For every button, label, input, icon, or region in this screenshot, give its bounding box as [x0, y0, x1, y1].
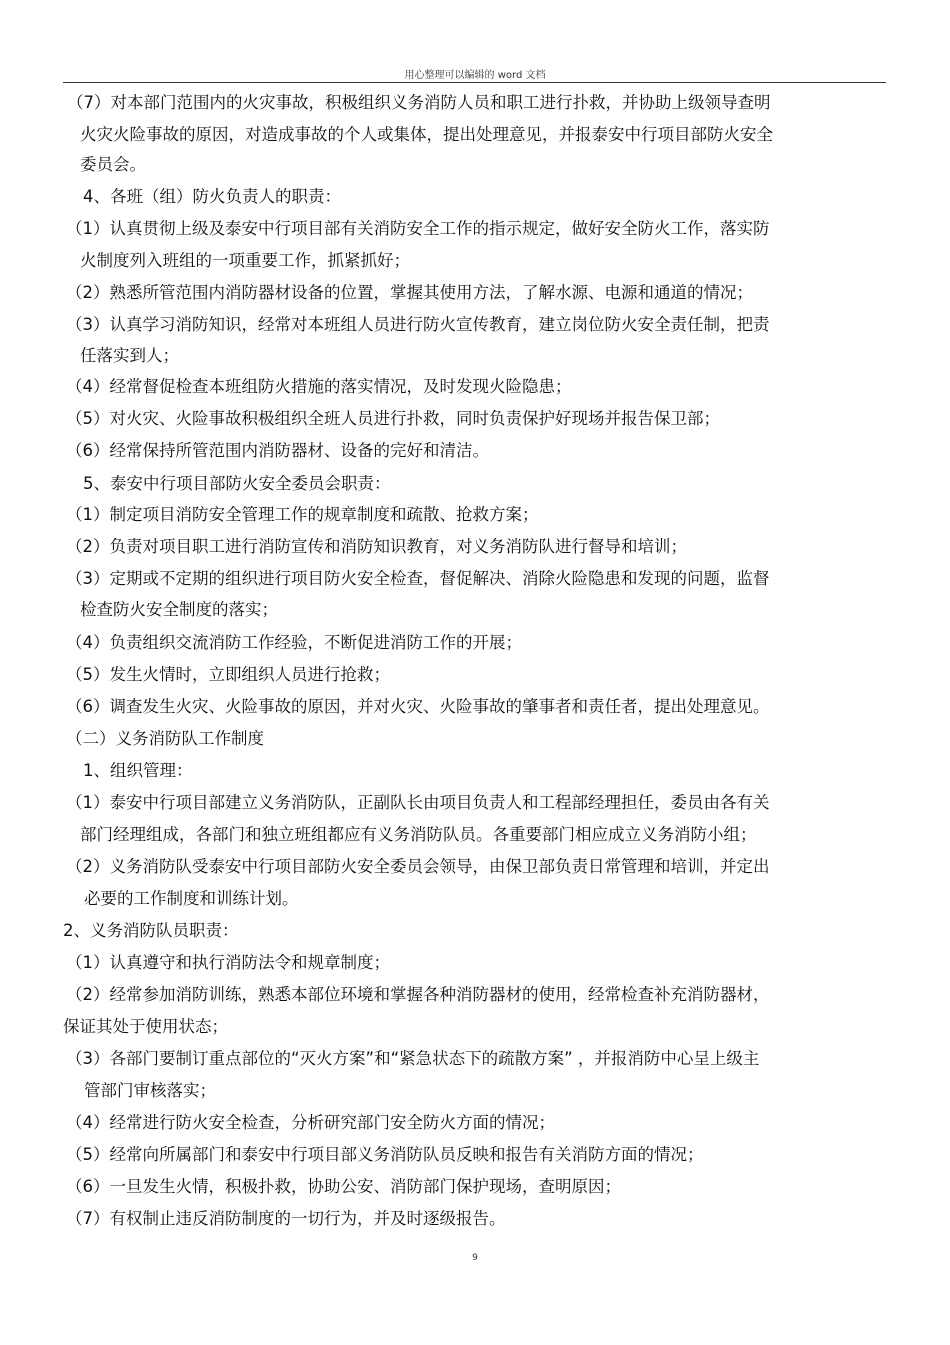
text-line: 火灾火险事故的原因，对造成事故的个人或集体，提出处理意见，并报泰安中行项目部防火安全 [80, 125, 773, 144]
text-line: 部门经理组成，各部门和独立班组都应有义务消防队员。各重要部门相应成立义务消防小组； [80, 825, 757, 844]
text-line: （5）经常向所属部门和泰安中行项目部义务消防队员反映和报告有关消防方面的情况； [66, 1145, 704, 1164]
text-line: （1）认真贯彻上级及泰安中行项目部有关消防安全工作的指示规定，做好安全防火工作，落实防 [66, 219, 770, 238]
text-line: 必要的工作制度和训练计划。 [84, 889, 299, 908]
text-line: 4、各班（组）防火负责人的职责： [83, 187, 341, 206]
text-line: 1、组织管理： [83, 761, 193, 780]
text-line: （6）经常保持所管范围内消防器材、设备的完好和清洁。 [66, 441, 489, 460]
text-line: （4）经常进行防火安全检查，分析研究部门安全防火方面的情况； [66, 1113, 555, 1132]
text-line: （6）一旦发生火情，积极扑救，协助公安、消防部门保护现场，查明原因； [66, 1177, 621, 1196]
text-line: 火制度列入班组的一项重要工作，抓紧抓好； [80, 251, 410, 270]
text-line: （2）义务消防队受泰安中行项目部防火安全委员会领导，由保卫部负责日常管理和培训，并定出 [66, 857, 770, 876]
page-number: 9 [472, 1253, 478, 1263]
text-line: （7）有权制止违反消防制度的一切行为，并及时逐级报告。 [66, 1209, 506, 1228]
header-rule [63, 82, 886, 83]
text-line: （3）定期或不定期的组织进行项目防火安全检查，督促解决、消除火险隐患和发现的问题，监督 [66, 569, 770, 588]
text-line: （2）经常参加消防训练，熟悉本部位环境和掌握各种消防器材的使用，经常检查补充消防器材， [66, 985, 770, 1004]
text-line: （6）调查发生火灾、火险事故的原因，并对火灾、火险事故的肇事者和责任者，提出处理意见。 [66, 697, 770, 716]
text-line: 2、义务消防队员职责： [63, 921, 239, 940]
text-line: （1）泰安中行项目部建立义务消防队，正副队长由项目负责人和工程部经理担任，委员由各有关 [66, 793, 770, 812]
text-line: 5、泰安中行项目部防火安全委员会职责： [83, 474, 391, 493]
text-line: （1）认真遵守和执行消防法令和规章制度； [66, 953, 390, 972]
text-line: （7）对本部门范围内的火灾事故，积极组织义务消防人员和职工进行扑救，并协助上级领导查明 [67, 93, 771, 112]
text-line: 任落实到人； [80, 346, 179, 365]
text-line: （5）发生火情时，立即组织人员进行抢救； [66, 665, 390, 684]
text-line: 保证其处于使用状态； [63, 1017, 228, 1036]
text-line: 管部门审核落实； [84, 1081, 216, 1100]
text-line: （4）经常督促检查本班组防火措施的落实情况，及时发现火险隐患； [66, 377, 572, 396]
text-line: （二）义务消防队工作制度 [66, 729, 264, 748]
text-line: （3）各部门要制订重点部位的“灭火方案”和“紧急状态下的疏散方案” ，并报消防中心呈上级主 [66, 1049, 760, 1068]
text-line: （4）负责组织交流消防工作经验，不断促进消防工作的开展； [66, 633, 522, 652]
text-line: （3）认真学习消防知识，经常对本班组人员进行防火宣传教育，建立岗位防火安全责任制，把责 [66, 315, 770, 334]
text-line: （2）熟悉所管范围内消防器材设备的位置，掌握其使用方法，了解水源、电源和通道的情况； [66, 283, 753, 302]
text-line: 委员会。 [80, 155, 146, 174]
text-line: （5）对火灾、火险事故积极组织全班人员进行扑救，同时负责保护好现场并报告保卫部； [66, 409, 720, 428]
page-header-text: 用心整理可以编辑的 word 文档 [404, 70, 546, 81]
text-line: （1）制定项目消防安全管理工作的规章制度和疏散、抢救方案； [66, 505, 539, 524]
text-line: 检查防火安全制度的落实； [80, 600, 278, 619]
text-line: （2）负责对项目职工进行消防宣传和消防知识教育，对义务消防队进行督导和培训； [66, 537, 687, 556]
